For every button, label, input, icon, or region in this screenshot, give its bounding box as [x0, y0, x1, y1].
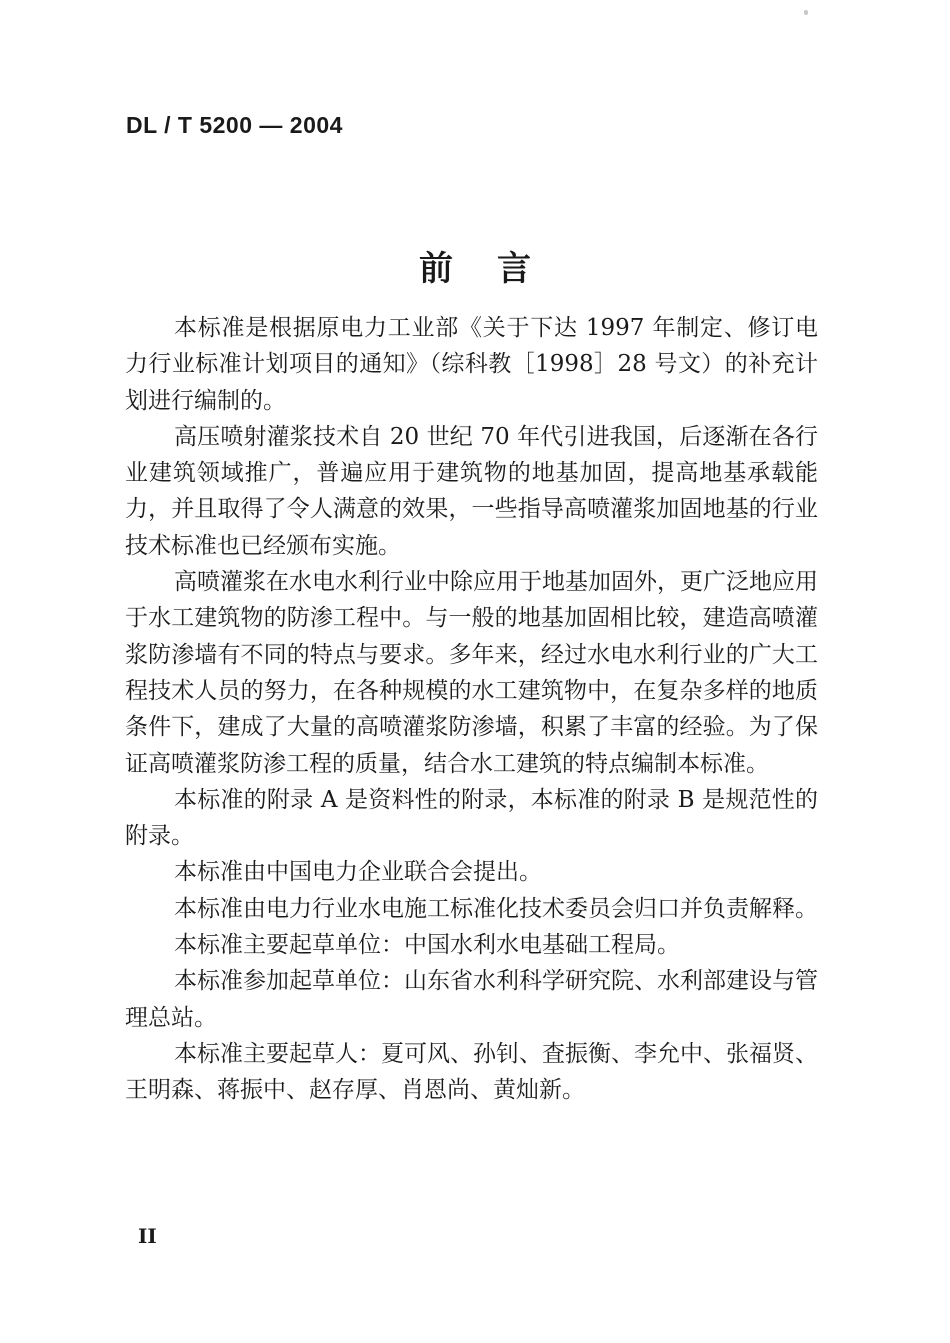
foreword-body: [125, 310, 818, 1109]
paragraph-purpose: 高喷灌浆在水电水利行业中除应用于地基加固外，更广泛地应用于水工建筑物的防渗工程中。与一般的地基加固相比较，建造高喷灌浆防渗墙有不同的特点与要求。多年来，经过水电水利行业的广大工程技术人员的努力，在各种规模的水工建筑物中，在复杂多样的地质条件下，建成了大量的高喷灌浆防渗墙，积累了丰富的经验。为了保证高喷灌浆防渗工程的质量，结合水工建筑的特点编制本标准。: [125, 569, 818, 777]
paragraph-main-drafting-unit: 本标准主要起草单位：中国水利水电基础工程局。: [174, 932, 680, 959]
paragraph-proposer: 本标准由中国电力企业联合会提出。: [174, 859, 542, 886]
page-title: 前言: [419, 248, 575, 289]
paragraph-basis: 本标准是根据原电力工业部《关于下达 1997 年制定、修订电力行业标准计划项目的通知》（综科教［1998］28 号文）的补充计划进行编制的。: [125, 315, 818, 414]
paragraph-appendix: 本标准的附录 A 是资料性的附录，本标准的附录 B 是规范性的附录。: [125, 786, 818, 850]
paragraph-drafters: 本标准主要起草人：夏可风、孙钊、査振衡、李允中、张福贤、王明森、蒋振中、赵存厚、肖恩尚、黄灿新。: [125, 1040, 818, 1104]
paragraph-interpretation: 本标准由电力行业水电施工标准化技术委员会归口并负责解释。: [174, 895, 818, 922]
scan-speck: [804, 10, 808, 15]
page-number: II: [138, 1224, 157, 1248]
standard-code: DL / T 5200 — 2004: [126, 112, 343, 138]
paragraph-background: 高压喷射灌浆技术自 20 世纪 70 年代引进我国，后逐渐在各行业建筑领域推广，普遍应用于建筑物的地基加固，提高地基承载能力，并且取得了令人满意的效果，一些指导高喷灌浆加固地基的行业技术标准也已经颁布实施。: [125, 423, 818, 559]
paragraph-participating-units: 本标准参加起草单位：山东省水利科学研究院、水利部建设与管理总站。: [125, 968, 818, 1031]
